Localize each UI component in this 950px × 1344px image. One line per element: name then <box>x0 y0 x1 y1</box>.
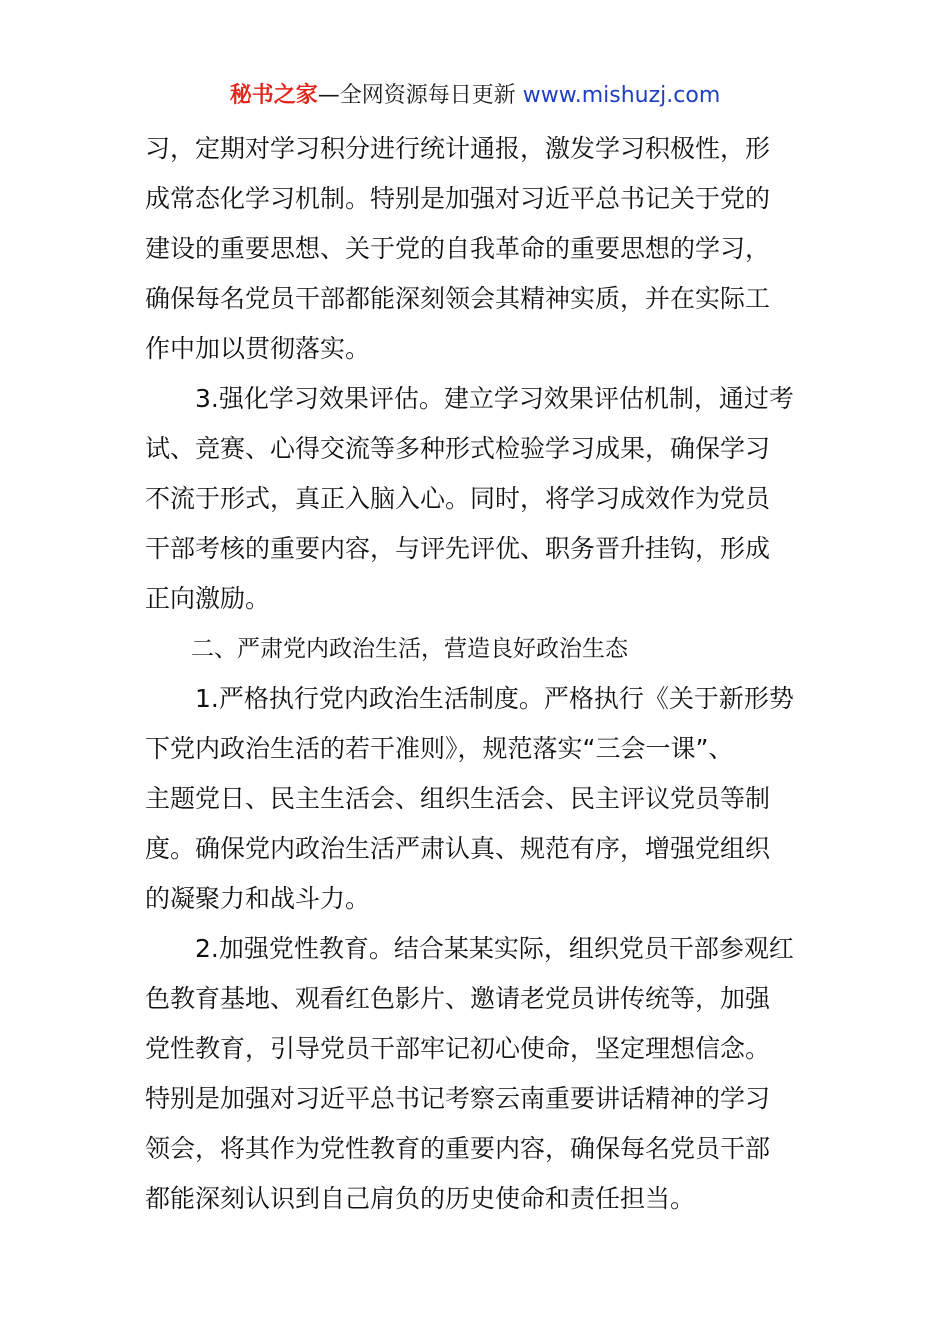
text-line: 主题党日、民主生活会、组织生活会、民主评议党员等制 <box>145 784 771 813</box>
text-line: 建设的重要思想、关于党的自我革命的重要思想的学习， <box>145 234 771 263</box>
text-line: 习，定期对学习积分进行统计通报，激发学习积极性，形 <box>145 134 771 163</box>
text-line: 2.加强党性教育。结合某某实际，组织党员干部参观红 <box>145 934 794 963</box>
header-brand: 秘书之家 <box>229 83 318 108</box>
document-body <box>145 124 810 1224</box>
text-line: 度。确保党内政治生活严肃认真、规范有序，增强党组织 <box>145 834 771 863</box>
text-line: 下党内政治生活的若干准则》，规范落实“三会一课”、 <box>145 734 734 763</box>
text-line: 成常态化学习机制。特别是加强对习近平总书记关于党的 <box>145 184 771 213</box>
text-line: 色教育基地、观看红色影片、邀请老党员讲传统等，加强 <box>145 984 771 1013</box>
header-url[interactable]: www.mishuzj.com <box>522 83 721 108</box>
text-line: 都能深刻认识到自己肩负的历史使命和责任担当。 <box>145 1184 696 1213</box>
header-tagline: —全网资源每日更新 <box>317 83 523 108</box>
text-line: 不流于形式，真正入脑入心。同时，将学习成效作为党员 <box>145 484 771 513</box>
text-line: 3.强化学习效果评估。建立学习效果评估机制，通过考 <box>145 384 794 413</box>
text-line: 正向激励。 <box>145 584 271 613</box>
text-line: 试、竞赛、心得交流等多种形式检验学习成果，确保学习 <box>145 434 771 463</box>
text-line: 作中加以贯彻落实。 <box>145 334 371 363</box>
text-line: 1.严格执行党内政治生活制度。严格执行《关于新形势 <box>145 684 794 713</box>
text-line: 领会，将其作为党性教育的重要内容，确保每名党员干部 <box>145 1134 771 1163</box>
page-header <box>0 80 950 112</box>
text-line: 干部考核的重要内容，与评先评优、职务晋升挂钩，形成 <box>145 534 771 563</box>
text-line: 党性教育，引导党员干部牢记初心使命，坚定理想信念。 <box>145 1034 771 1063</box>
section-heading: 二、严肃党内政治生活，营造良好政治生态 <box>145 636 628 662</box>
text-line: 特别是加强对习近平总书记考察云南重要讲话精神的学习 <box>145 1084 771 1113</box>
text-line: 的凝聚力和战斗力。 <box>145 884 371 913</box>
text-line: 确保每名党员干部都能深刻领会其精神实质，并在实际工 <box>145 284 771 313</box>
